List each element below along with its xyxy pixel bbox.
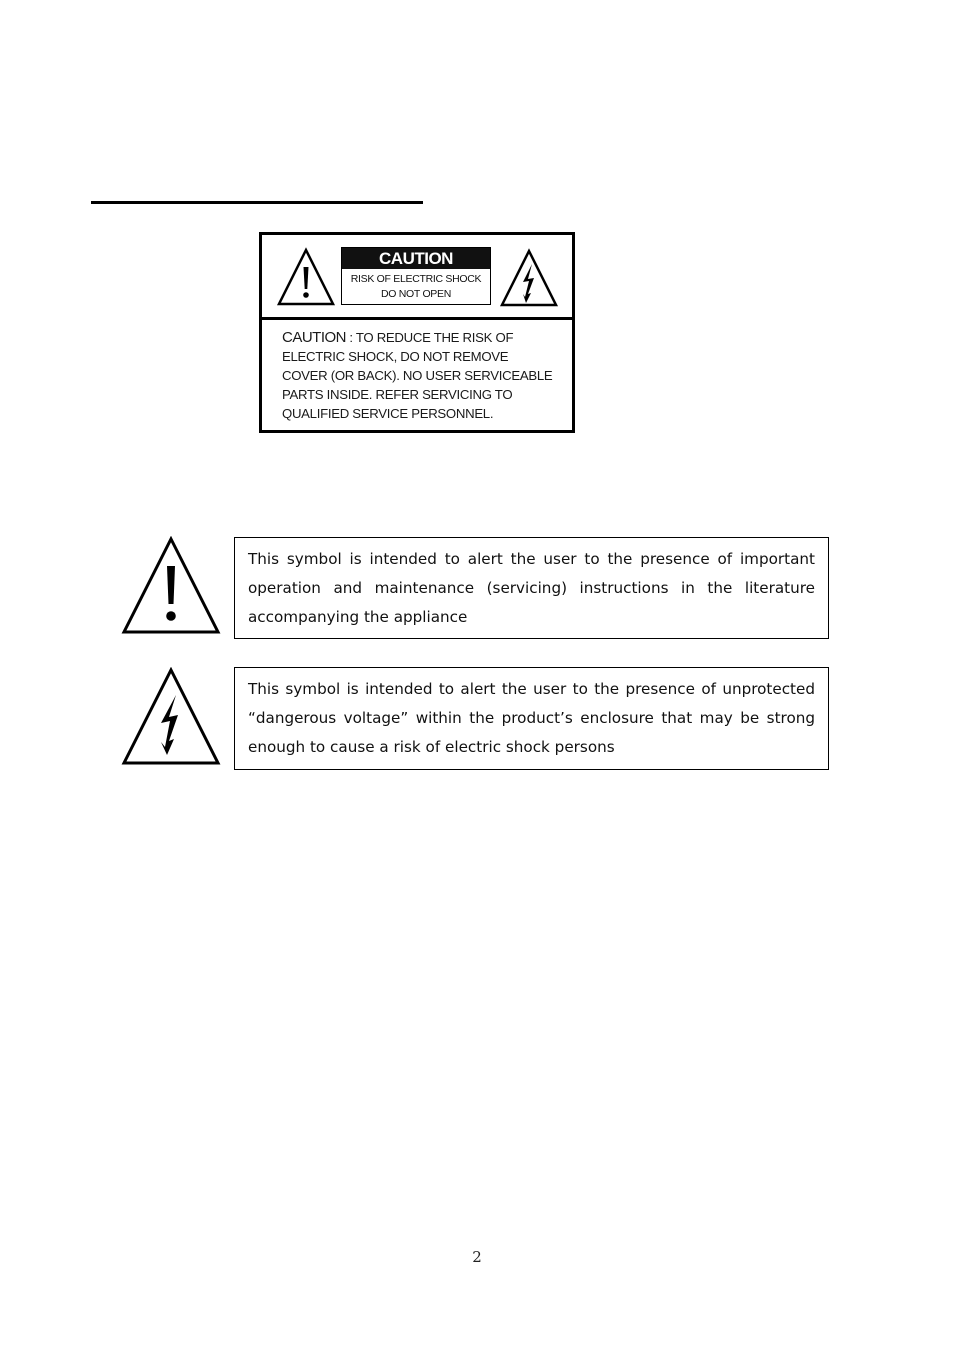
caution-subtitle-line2: DO NOT OPEN — [380, 288, 451, 300]
caution-label-top — [262, 235, 572, 317]
lightning-triangle-icon — [121, 667, 221, 767]
caution-label-center — [341, 247, 491, 305]
caution-body-line5: QUALIFIED SERVICE PERSONNEL. — [282, 406, 494, 421]
page-number: 2 — [472, 1248, 482, 1266]
lightning-triangle-icon — [498, 248, 560, 308]
caution-body-lead: CAUTION — [282, 329, 346, 346]
symbol-description-exclamation: This symbol is intended to alert the user to the presence of important operation and maintenance (servicing) instructions in the literature accompanying the appliance — [234, 537, 829, 639]
exclamation-triangle-icon — [121, 536, 221, 636]
exclamation-triangle-icon — [275, 247, 337, 307]
caution-label-body — [282, 328, 562, 423]
header-rule — [91, 201, 423, 204]
caution-subtitle-line1: RISK OF ELECTRIC SHOCK — [350, 273, 482, 285]
caution-body-line3: COVER (OR BACK). NO USER SERVICEABLE — [282, 368, 553, 383]
caution-label — [259, 232, 575, 433]
caution-body-line2: ELECTRIC SHOCK, DO NOT REMOVE — [282, 349, 509, 364]
symbol-description-lightning: This symbol is intended to alert the user to the presence of unprotected “dangerous voltage” within the product’s enclosure that may be strong enough to cause a risk of electric shock persons — [234, 667, 829, 770]
caution-heading: CAUTION — [342, 248, 490, 269]
caution-body-line1-rest: : TO REDUCE THE RISK OF — [346, 330, 514, 345]
caution-label-divider — [262, 317, 572, 320]
caution-body-line1 — [282, 328, 562, 347]
caution-body-line4: PARTS INSIDE. REFER SERVICING TO — [282, 387, 513, 402]
